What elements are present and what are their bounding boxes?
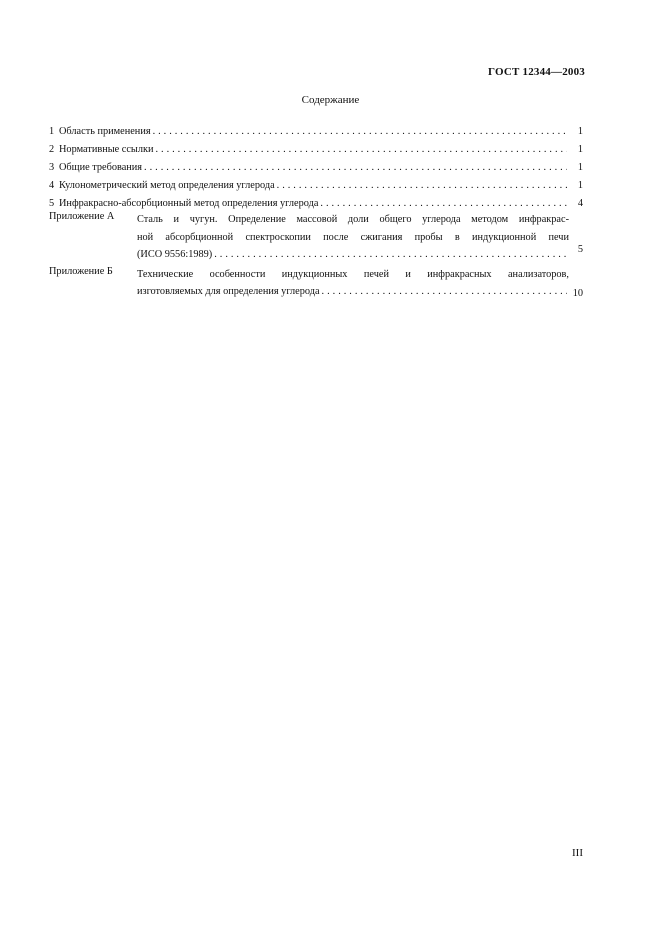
entry-title: Нормативные ссылки [59, 144, 154, 155]
toc-entry-2[interactable] [49, 137, 583, 155]
toc-appendix-b[interactable] [49, 266, 583, 301]
toc-entry-4[interactable] [49, 173, 583, 191]
entry-page: 4 [577, 198, 583, 209]
dot-leader [320, 198, 567, 209]
dot-leader [214, 246, 567, 264]
toc-entry-5[interactable] [49, 191, 583, 209]
appendix-label: Приложение А [49, 211, 115, 222]
toc-entry-3[interactable] [49, 155, 583, 173]
appendix-label: Приложение Б [49, 265, 113, 277]
appendix-title [137, 266, 569, 301]
entry-number: 1 [49, 126, 55, 137]
entry-page: 1 [577, 126, 583, 137]
dot-leader [153, 126, 567, 137]
appendix-title-line: ной абсорбционной спектроскопии после сжигания пробы в индукционной печи [137, 231, 569, 243]
appendix-page: 5 [577, 243, 583, 255]
appendix-title-line: Технические особенности индукционных печей и инфракрасных анализаторов, [137, 268, 569, 280]
table-of-contents [49, 119, 583, 301]
appendix-page: 10 [572, 287, 583, 299]
entry-page: 1 [577, 180, 583, 191]
document-code: ГОСТ 12344—2003 [488, 66, 585, 78]
dot-leader [277, 180, 567, 191]
entry-number: 2 [49, 144, 55, 155]
appendix-title [137, 211, 569, 264]
appendix-title-line: (ИСО 9556:1989) [137, 249, 213, 260]
dot-leader [144, 162, 567, 173]
entry-number: 5 [49, 198, 55, 209]
entry-number: 4 [49, 180, 55, 191]
dot-leader [322, 283, 567, 301]
entry-title: Область применения [59, 126, 151, 137]
page-number: III [572, 847, 583, 859]
entry-title: Кулонометрический метод определения углерода [59, 180, 275, 191]
appendix-title-line: Сталь и чугун. Определение массовой доли общего углерода методом инфракрас- [137, 214, 569, 225]
entry-number: 3 [49, 162, 55, 173]
entry-title: Инфракрасно-абсорбционный метод определения углерода [59, 198, 319, 209]
toc-entry-1[interactable] [49, 119, 583, 137]
dot-leader [155, 144, 567, 155]
appendix-title-line: изготовляемых для определения углерода [137, 286, 320, 297]
toc-appendix-a[interactable] [49, 211, 583, 264]
toc-title: Содержание [301, 94, 360, 106]
entry-title: Общие требования [59, 162, 143, 173]
entry-page: 1 [577, 162, 583, 173]
entry-page: 1 [577, 144, 583, 155]
